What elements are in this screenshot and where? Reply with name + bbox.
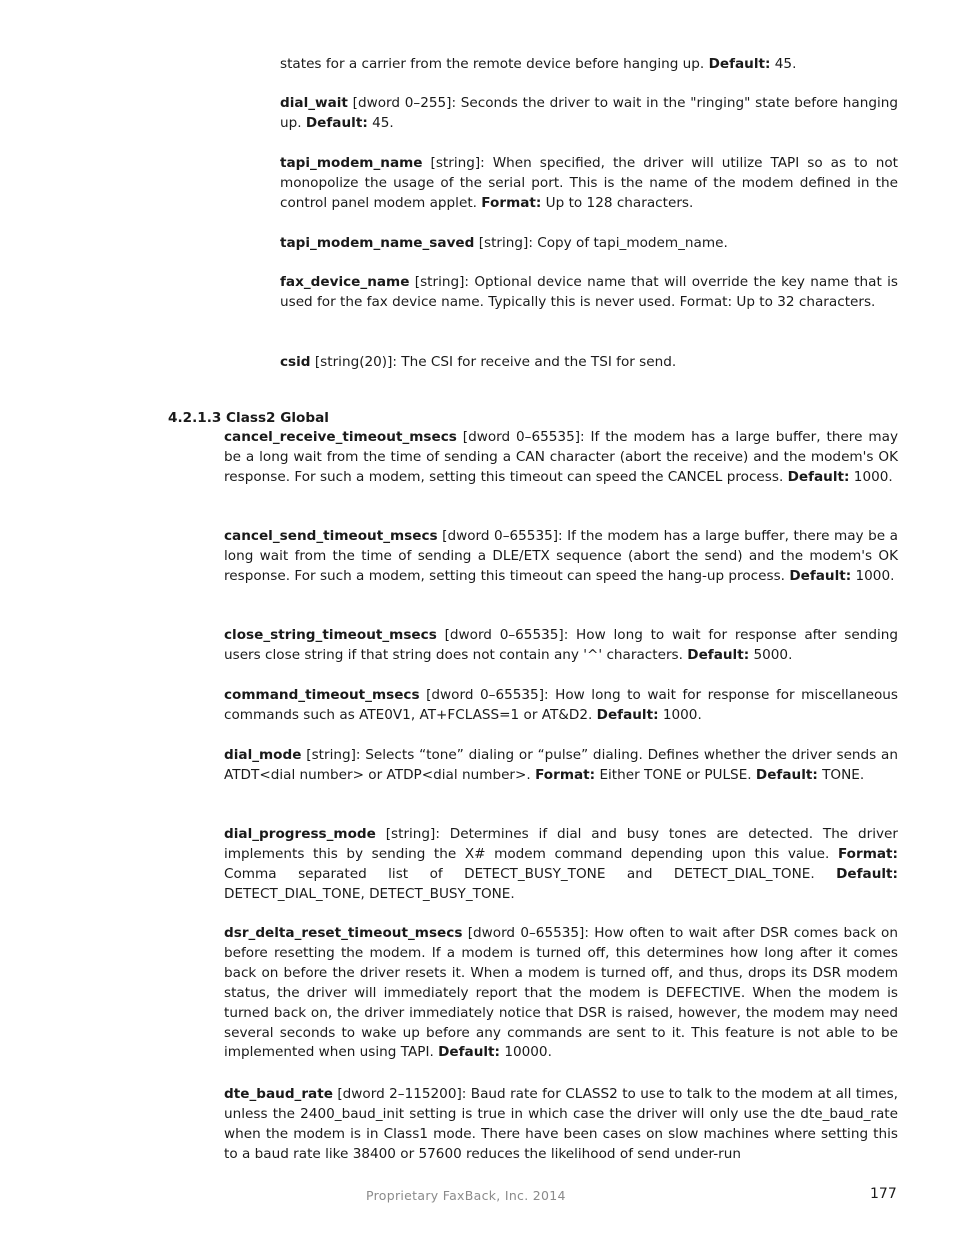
default-value: 1000. xyxy=(849,468,893,485)
param-description: [dword 2–115200]: Baud rate for CLASS2 to use to talk to the modem at all times, unless the 2400_baud_init setting is true in which case the driver will only use the dte_baud_rate when the modem is in Class1 mode. There have been cases on slow machines where setting this to a baud rate like 38400 or 57600 reduces the likelihood of send under-run xyxy=(224,1086,898,1162)
param-name: command_timeout_msecs xyxy=(224,687,420,703)
param-name: dial_wait xyxy=(280,95,348,111)
param-description: [string]: Determines if dial and busy tones are detected. The driver implements this by sending the X# modem command depending upon this value. xyxy=(224,826,898,862)
default-value: 5000. xyxy=(749,646,793,663)
format-value: Up to 128 characters. xyxy=(541,194,694,211)
footer-company: Proprietary FaxBack, Inc. 2014 xyxy=(366,1188,566,1203)
default-label: Default: xyxy=(438,1044,500,1061)
param-command-timeout xyxy=(224,686,898,726)
format-value: Comma separated list of DETECT_BUSY_TONE and DETECT_DIAL_TONE. xyxy=(224,865,837,882)
format-label: Format: xyxy=(837,845,898,862)
param-close-string-timeout xyxy=(224,626,898,666)
default-label: Default: xyxy=(596,706,659,723)
default-value: 45. xyxy=(770,56,797,72)
paragraph-text: states for a carrier from the remote device before hanging up. xyxy=(280,56,709,72)
default-label: Default: xyxy=(836,865,898,882)
page-number: 177 xyxy=(870,1186,897,1202)
default-label: Default: xyxy=(789,567,852,584)
default-value: TONE. xyxy=(817,766,865,783)
format-value: Either TONE or PULSE. xyxy=(595,766,756,783)
param-name: cancel_receive_timeout_msecs xyxy=(224,429,457,445)
param-description: [string]: Optional device name that will override the key name that is used for the fax device name. Typically this is never used. Format: Up to 32 characters. xyxy=(280,274,898,310)
param-name: tapi_modem_name xyxy=(280,155,423,171)
param-cancel-send-timeout xyxy=(224,527,898,587)
default-value: 1000. xyxy=(851,567,895,584)
param-name: dial_mode xyxy=(224,747,302,763)
param-description: [dword 0–65535]: How long to wait for response for miscellaneous commands such as ATE0V1, AT+FCLASS=1 or AT&D2. xyxy=(224,687,898,723)
default-value: 10000. xyxy=(500,1044,552,1061)
param-name: close_string_timeout_msecs xyxy=(224,627,437,643)
param-name: cancel_send_timeout_msecs xyxy=(224,528,438,544)
param-description: [dword 0–65535]: How long to wait for response after sending users close string if that string does not contain any '^' characters. xyxy=(224,627,898,663)
param-name: dsr_delta_reset_timeout_msecs xyxy=(224,925,463,941)
param-description: [string]: When specified, the driver will utilize TAPI so as to not monopolize the usage of the serial port. This is the name of the modem defined in the control panel modem applet. xyxy=(280,155,898,211)
paragraph-continuation xyxy=(280,55,898,75)
param-description: [string]: Selects “tone” dialing or “pulse” dialing. Defines whether the driver sends an ATDT<dial number> or ATDP<dial number>. xyxy=(224,747,898,783)
param-csid xyxy=(280,353,898,373)
default-value: 45. xyxy=(367,114,394,131)
param-dial-progress-mode xyxy=(224,825,898,905)
default-label: Default: xyxy=(755,766,818,783)
param-description: [string(20)]: The CSI for receive and the TSI for send. xyxy=(310,354,677,370)
section-heading: 4.2.1.3 Class2 Global xyxy=(168,410,329,426)
format-label: Format: xyxy=(535,766,596,783)
param-description: [dword 0–65535]: If the modem has a large buffer, there may be a long wait from the time of sending a CAN character (abort the receive) and the modem's OK response. For such a modem, setting this timeout can speed the CANCEL process. xyxy=(224,429,898,485)
param-dsr-delta-reset-timeout xyxy=(224,924,898,1063)
param-description: [dword 0–255]: Seconds the driver to wait in the "ringing" state before hanging up. xyxy=(280,95,898,131)
param-name: dte_baud_rate xyxy=(224,1086,333,1102)
default-label: Default: xyxy=(787,468,850,485)
param-description: [string]: Copy of tapi_modem_name. xyxy=(474,235,728,251)
param-dte-baud-rate xyxy=(224,1085,898,1165)
param-tapi-modem-name-saved xyxy=(280,234,898,254)
param-description: [dword 0–65535]: How often to wait after DSR comes back on before resetting the modem. If a modem is turned off, this determines how long after it comes back on before the driver resets it. When a modem is turned off, and thus, drops its DSR modem status, the driver will immediately report that the modem is DEFECTIVE. When the modem is turned back on, the driver immediately notice that DSR is raised, however, the modem may need several seconds to wake up before any commands are sent to it. This feature is not able to be implemented when using TAPI. xyxy=(224,925,898,1061)
param-description: [dword 0–65535]: If the modem has a large buffer, there may be a long wait from the time of sending a DLE/ETX sequence (abort the send) and the modem's OK response. For such a modem, setting this timeout can speed the hang-up process. xyxy=(224,528,898,584)
param-tapi-modem-name xyxy=(280,154,898,214)
param-cancel-receive-timeout xyxy=(224,428,898,488)
default-value: 1000. xyxy=(658,706,702,723)
param-fax-device-name xyxy=(280,273,898,313)
param-name: fax_device_name xyxy=(280,274,410,290)
param-dial-mode xyxy=(224,746,898,786)
default-label: Default: xyxy=(708,56,771,72)
default-label: Default: xyxy=(305,114,368,131)
param-dial-wait xyxy=(280,94,898,134)
param-name: dial_progress_mode xyxy=(224,826,376,842)
default-label: Default: xyxy=(687,646,750,663)
format-label: Format: xyxy=(481,194,542,211)
param-name: tapi_modem_name_saved xyxy=(280,235,475,251)
default-value: DETECT_DIAL_TONE, DETECT_BUSY_TONE. xyxy=(224,885,515,902)
param-name: csid xyxy=(280,354,311,370)
